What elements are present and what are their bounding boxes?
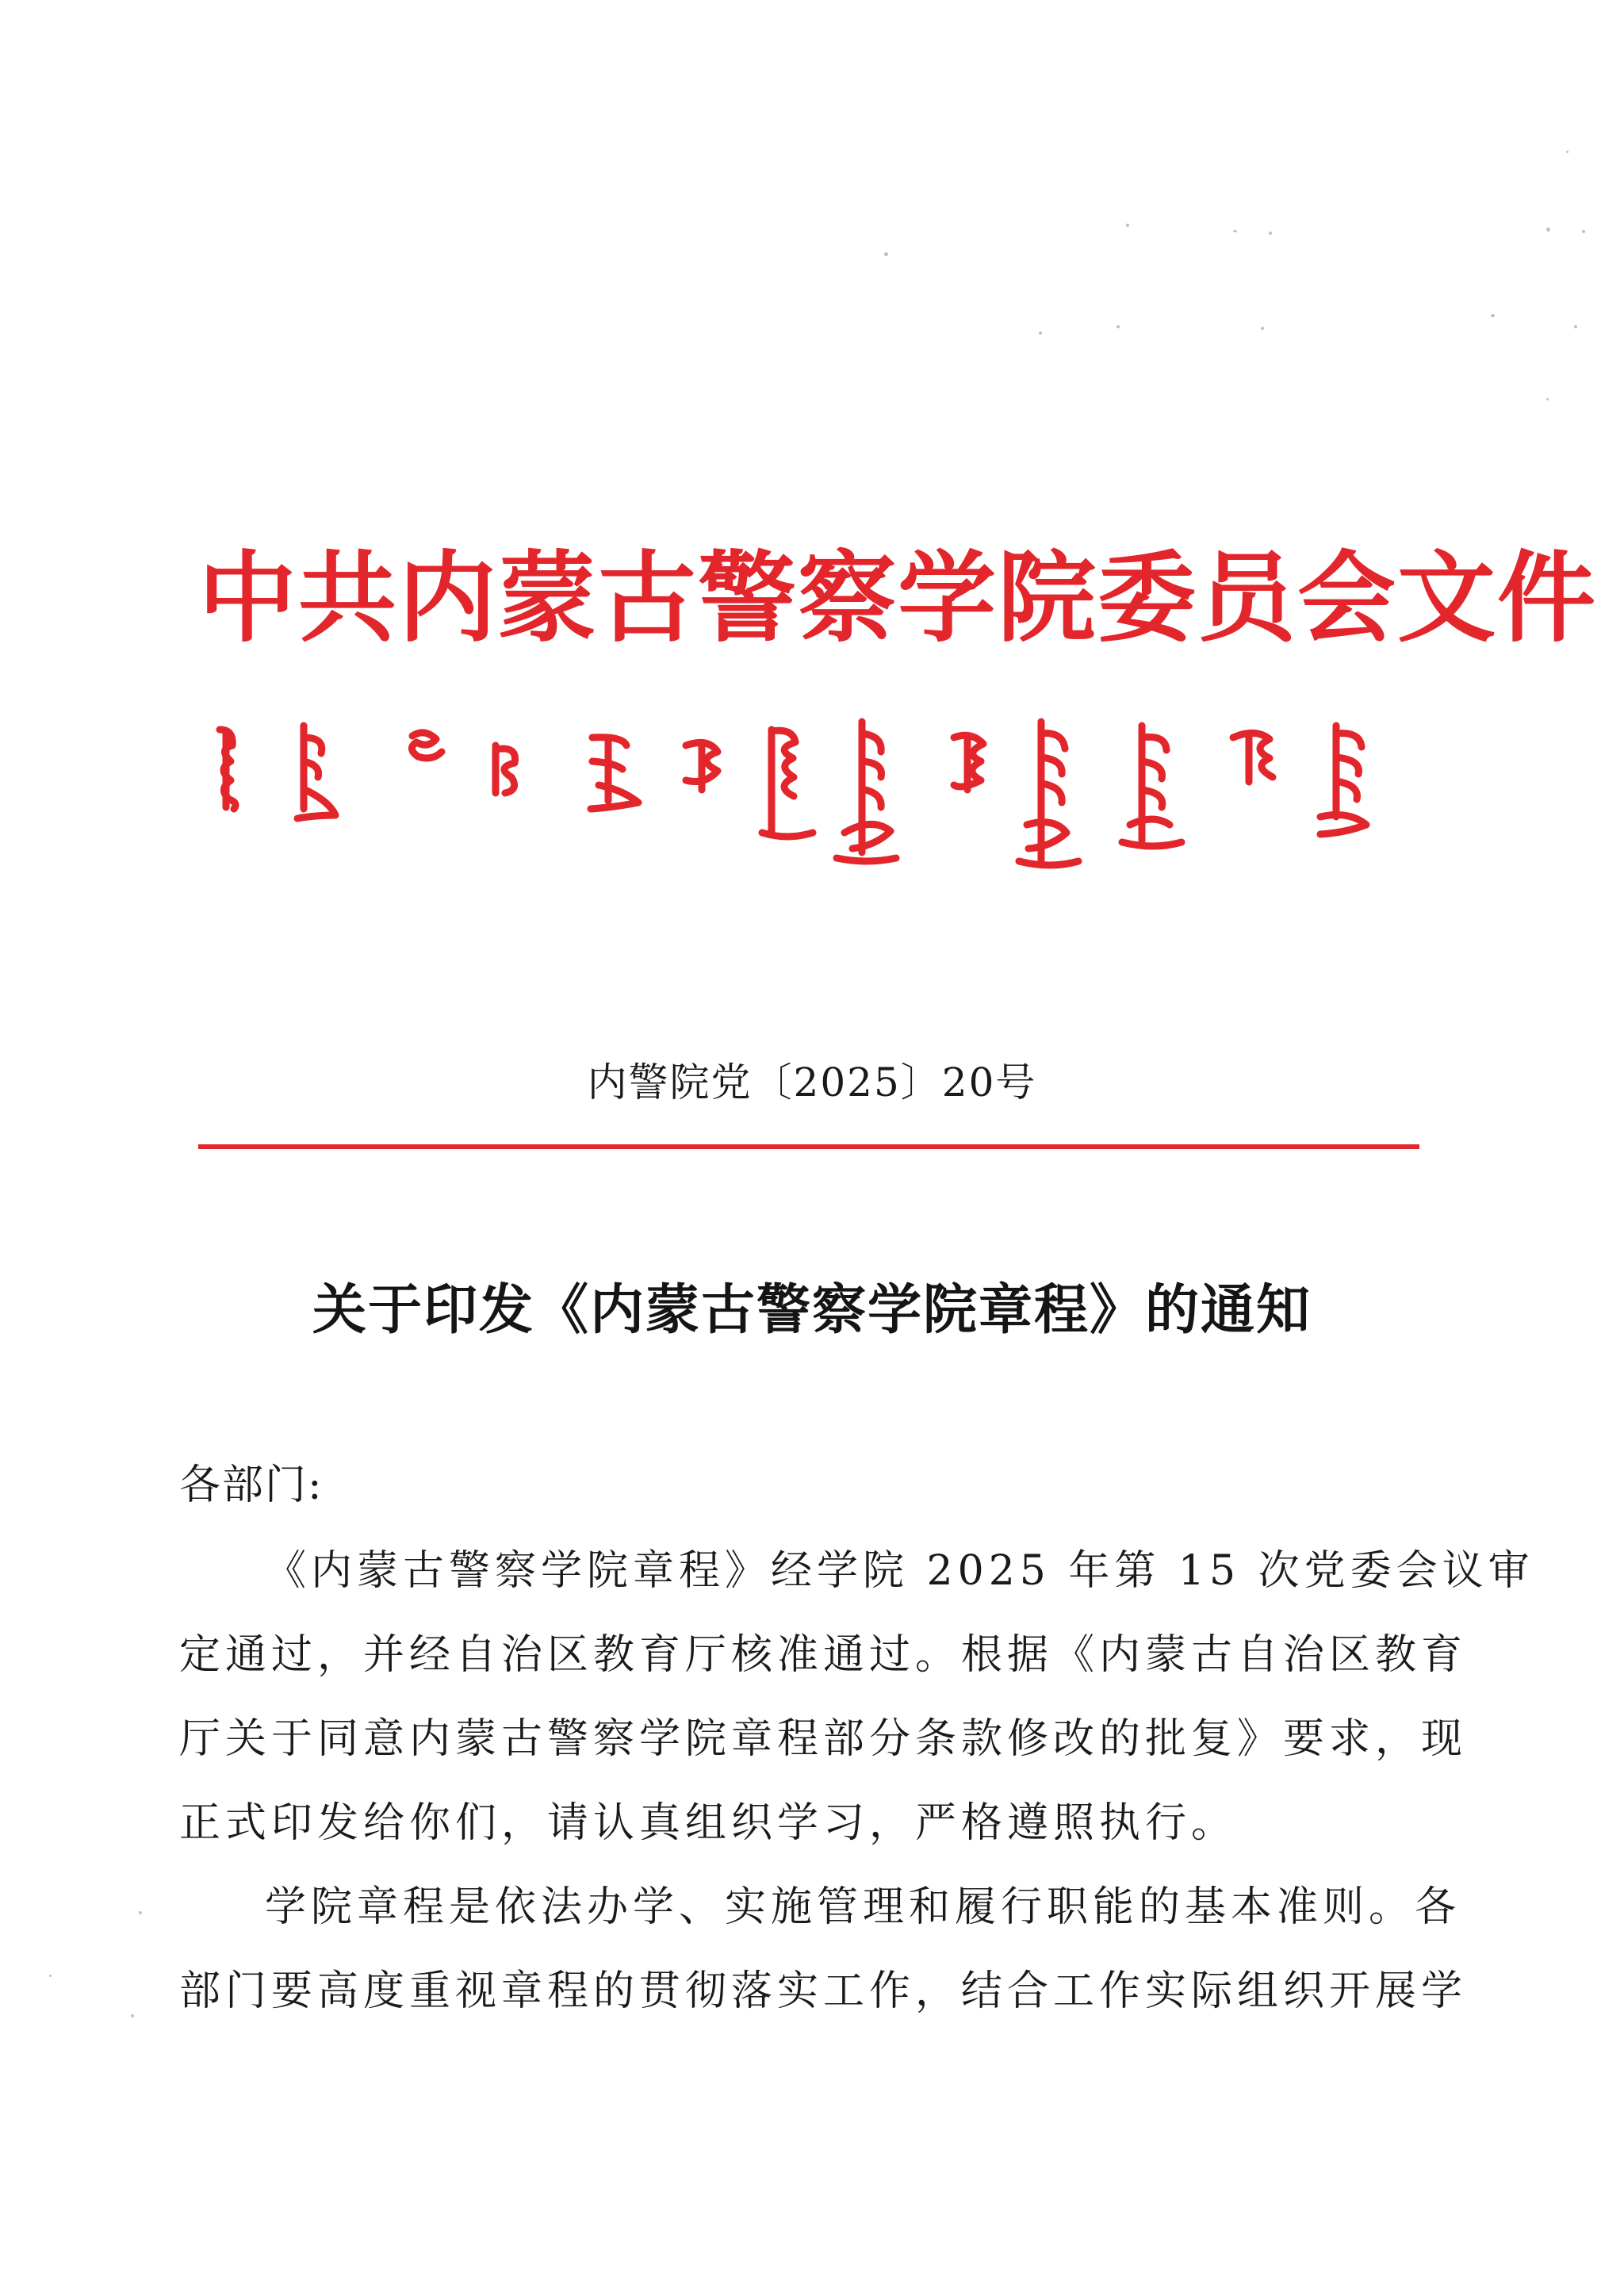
scan-speck (1546, 228, 1550, 232)
paragraph-line: 厅关于同意内蒙古警察学院章程部分条款修改的批复》要求，现 (179, 1715, 1468, 1763)
scan-speck (1233, 230, 1237, 232)
scan-speck (131, 2014, 134, 2017)
mongolian-masthead-graphic (210, 714, 1400, 872)
body-paragraph-1 (179, 1529, 1534, 1865)
scan-speck (1116, 325, 1120, 328)
masthead-title: 中共内蒙古警察学院委员会文件 (198, 542, 1598, 656)
scan-speck (1566, 151, 1568, 153)
red-separator-rule (198, 1144, 1419, 1149)
notice-title: 关于印发《内蒙古警察学院章程》的通知 (312, 1279, 1312, 1342)
paragraph-line: 《内蒙古警察学院章程》经学院 2025 年第 15 次党委会议审 (265, 1547, 1534, 1595)
body-paragraph-2 (179, 1865, 1468, 2033)
scan-speck (884, 252, 888, 256)
scan-speck (1491, 314, 1495, 317)
scan-speck (1039, 331, 1042, 335)
scan-speck (1574, 325, 1577, 328)
paragraph-line: 正式印发给你们，请认真组织学习，严格遵照执行。 (179, 1799, 1238, 1847)
paragraph-line: 学院章程是依法办学、实施管理和履行职能的基本准则。各 (265, 1883, 1461, 1931)
scan-speck (1269, 232, 1272, 235)
scan-speck (1126, 224, 1129, 227)
document-number: 内警院党〔2025〕20号 (587, 1059, 1037, 1105)
scan-speck (1261, 327, 1264, 330)
paragraph-line: 定通过，并经自治区教育厅核准通过。根据《内蒙古自治区教育 (179, 1631, 1468, 1679)
scan-speck (139, 1911, 142, 1914)
scan-speck (1546, 398, 1549, 400)
scan-speck (1582, 230, 1585, 233)
scan-speck (49, 1975, 52, 1977)
paragraph-line: 部门要高度重视章程的贯彻落实工作，结合工作实际组织开展学 (179, 1967, 1468, 2015)
salutation: 各部门: (179, 1462, 324, 1509)
